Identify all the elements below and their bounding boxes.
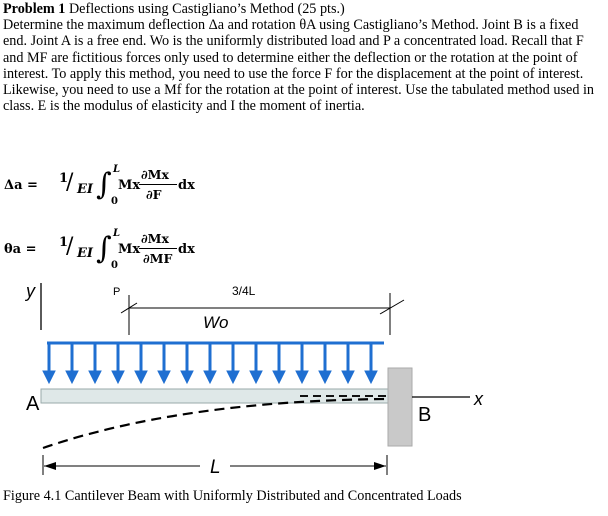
problem-statement [3, 1, 605, 114]
load-arrow [365, 343, 377, 383]
deflection-lhs: Δa = [4, 178, 38, 193]
l-dimension-arrow-left [44, 462, 56, 470]
problem-body: Determine the maximum deflection Δa and rotation θA using Castigliano’s Method. Joint B is a fixed end. Joint A is a free end. Wo is the uniformly distributed load and P a concentrated load. Recall that F and MF are fictitious forces only used to determine either the deflection or the rotation at the point of interest. To apply this method, you need to use the force F for the displacement at the point of interest. Likewise, you need to use a Mf for the rotation at the point of interest. Use the tabulated method used in class. E is the modulus of elasticity and I the moment of inertia. [3, 17, 594, 115]
deflection-upper: L [113, 164, 121, 175]
load-arrow [112, 343, 124, 383]
load-arrow [273, 343, 285, 383]
load-arrow [89, 343, 101, 383]
rotation-ei: EI [77, 246, 93, 261]
deflection-den: ∂F [146, 187, 162, 202]
rotation-equation: θa = 1 / EI ∫ L 0 Mx ∂Mx ∂MF dx [4, 228, 195, 271]
joint-a-label: A [26, 393, 40, 415]
l-label: L [210, 457, 221, 478]
load-arrow [204, 343, 216, 383]
rotation-dx: dx [178, 242, 195, 257]
p-label: P [113, 286, 121, 298]
load-arrow [250, 343, 262, 383]
beam [41, 389, 389, 403]
y-axis-label: y [26, 281, 35, 301]
load-arrow [43, 343, 55, 383]
deflection-ei: EI [77, 182, 93, 197]
rotation-lhs: θa = [4, 242, 37, 257]
deflected-shape [43, 399, 386, 448]
load-arrow [181, 343, 193, 383]
beam-figure [0, 275, 608, 485]
deflection-lower: 0 [111, 196, 118, 207]
wo-label: Wo [203, 313, 229, 332]
load-arrow [319, 343, 331, 383]
problem-title: Deflections using Castigliano’s Method (25 pts.) [65, 1, 345, 17]
b-marker-cross [380, 300, 404, 314]
rotation-upper: L [113, 228, 121, 239]
rotation-num: ∂Mx [141, 231, 169, 246]
deflection-num: ∂Mx [141, 167, 169, 182]
l-dimension-arrow-right [374, 462, 386, 470]
fixed-support-wall [388, 368, 412, 446]
rotation-lower: 0 [111, 260, 118, 271]
rotation-den: ∂MF [143, 251, 173, 266]
joint-b-label: B [418, 404, 432, 426]
load-arrow [227, 343, 239, 383]
deflection-mx: Mx [118, 178, 141, 193]
deflection-coef: 1 [59, 171, 69, 186]
deflection-dx: dx [178, 178, 195, 193]
rotation-mx: Mx [118, 242, 141, 257]
distributed-load-arrows [43, 343, 377, 383]
load-arrow [66, 343, 78, 383]
load-arrow [158, 343, 170, 383]
x-axis-label: x [474, 389, 483, 409]
load-arrow [342, 343, 354, 383]
three-quarter-l-label: 3/4L [232, 284, 256, 298]
deflection-equation: Δa = 1 / EI ∫ L 0 Mx ∂Mx ∂F dx [4, 164, 195, 207]
load-arrow [296, 343, 308, 383]
problem-heading: Problem 1 [3, 1, 66, 17]
load-arrow [135, 343, 147, 383]
figure-caption: Figure 4.1 Cantilever Beam with Uniformly Distributed and Concentrated Loads [3, 488, 462, 504]
rotation-coef: 1 [59, 235, 69, 250]
